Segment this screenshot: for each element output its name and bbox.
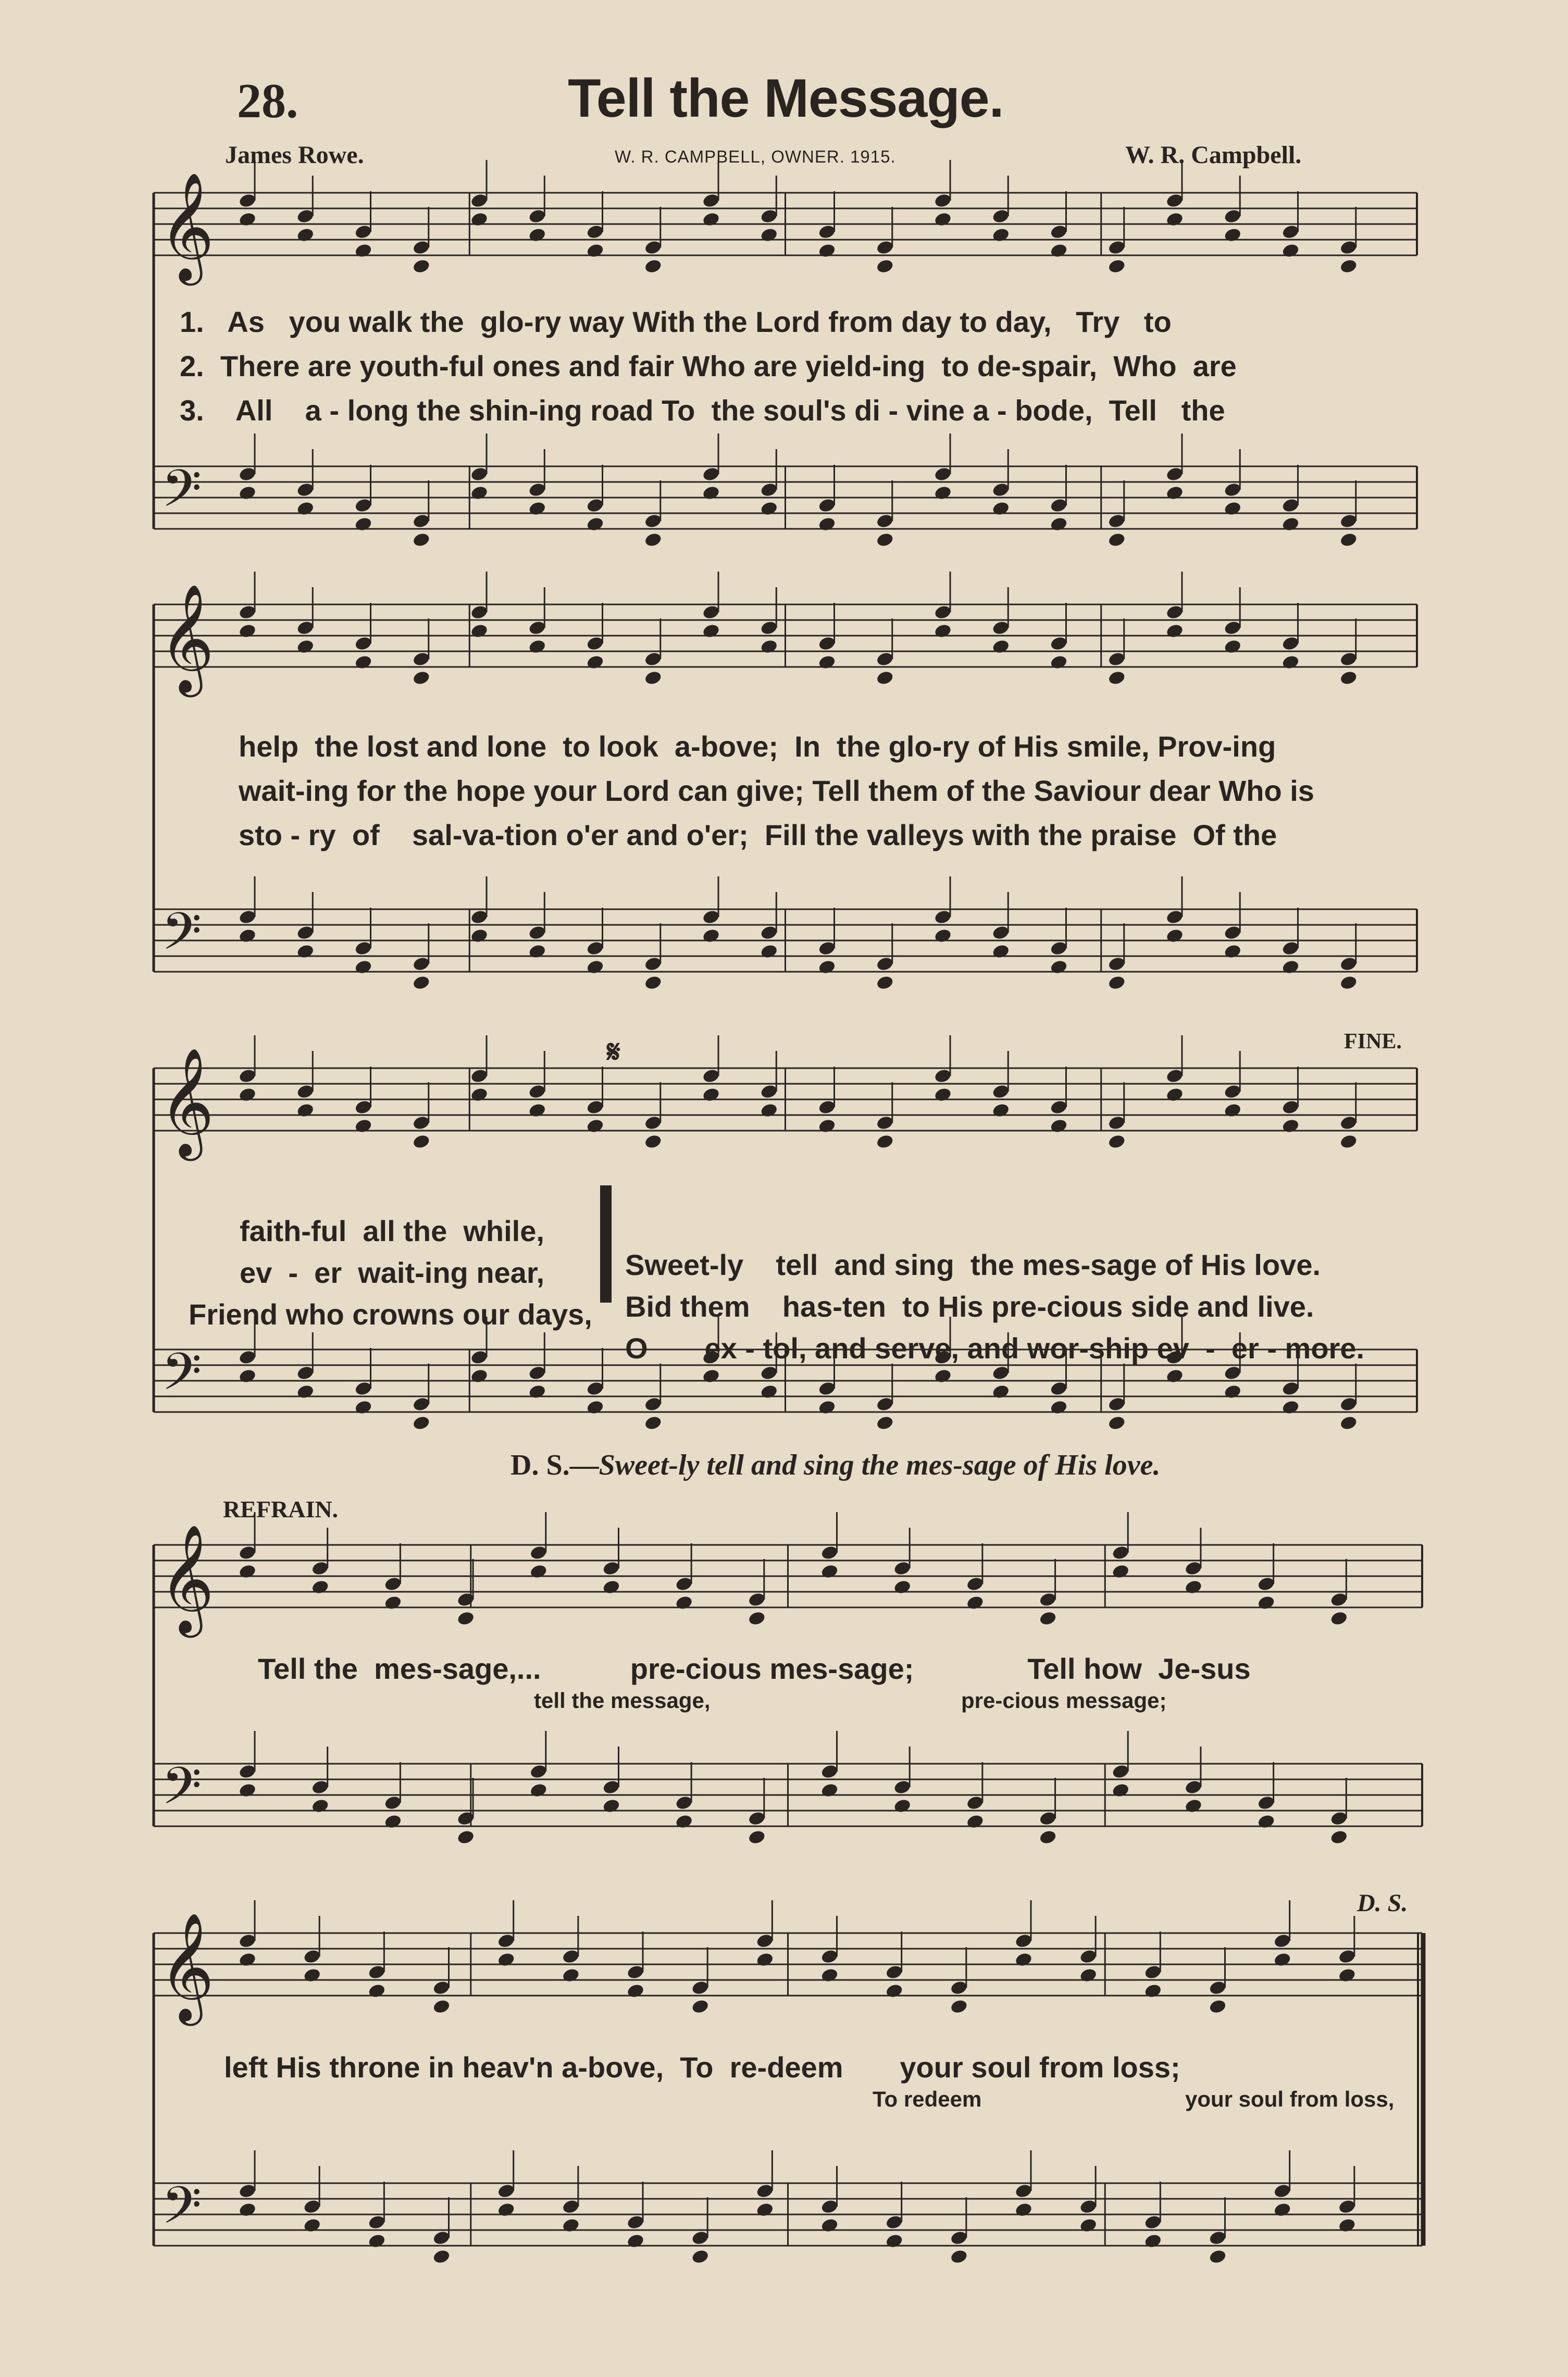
treble-5-note [1079, 1967, 1098, 1984]
treble-5-note [1209, 1999, 1227, 2015]
treble-2-note [876, 670, 894, 686]
bass-2-note [412, 975, 431, 991]
treble-4-note [1184, 1579, 1203, 1595]
ds-mark: D. S. [1357, 1889, 1408, 1917]
treble-4-note [456, 1611, 475, 1627]
bass-1-note [354, 516, 373, 533]
treble-1-note [991, 227, 1010, 243]
treble-3-note [702, 1087, 720, 1103]
treble-3-note [354, 1118, 373, 1134]
treble-1-note [818, 243, 837, 259]
treble-2-note [238, 623, 257, 639]
treble-2-note [702, 623, 720, 639]
treble-4-note [529, 1564, 548, 1580]
bass-5-note [1079, 2218, 1098, 2234]
bass-1-note [586, 516, 605, 533]
bass-5-note [626, 2233, 645, 2249]
treble-5-note [820, 1967, 839, 1984]
treble-5-note [562, 1967, 580, 1984]
bass-2-note [1165, 928, 1184, 944]
bass-5-note [432, 2249, 451, 2265]
hymn-number: 28. [237, 74, 298, 128]
treble-3-note [586, 1118, 605, 1134]
treble-clef-icon: 𝄞 [159, 1524, 215, 1633]
bass-2-note [586, 959, 605, 975]
treble-4-note [238, 1564, 257, 1580]
bass-4-note [1329, 1829, 1348, 1846]
bass-5-note [755, 2202, 774, 2218]
bass-2-note [818, 959, 837, 975]
treble-3-note [1165, 1087, 1184, 1103]
bass-5-note [367, 2233, 386, 2249]
bass-4-note [238, 1782, 257, 1799]
lyricist-credit: James Rowe. [225, 141, 364, 169]
system3-verse3: Friend who crowns our days, O ex - tol, and serve, and wor-ship ev - er - more. [189, 1298, 1365, 1365]
bass-4-note [820, 1782, 839, 1799]
treble-3-note [644, 1134, 663, 1150]
treble-5-note [1143, 1983, 1162, 1999]
bass-1-note [702, 485, 720, 501]
bass-1-note [1107, 532, 1126, 548]
treble-3-note [412, 1134, 431, 1150]
refrain-echo3: To redeem [873, 2087, 982, 2111]
treble-5-note [691, 1999, 710, 2015]
bass-5-note [497, 2202, 516, 2218]
treble-4-note [1329, 1611, 1348, 1627]
bass-5-note [885, 2233, 904, 2249]
bass-1-note [412, 532, 431, 548]
bass-4-note [529, 1782, 548, 1799]
bass-5-note [1014, 2202, 1033, 2218]
treble-3-note [470, 1087, 489, 1103]
treble-2-note [1107, 670, 1126, 686]
bass-3-note [354, 1400, 373, 1416]
treble-5-note [950, 1999, 968, 2015]
bass-4-note [1111, 1782, 1130, 1799]
treble-1-note [1107, 258, 1126, 275]
treble-2-note [760, 639, 778, 655]
treble-1-note [1050, 243, 1068, 259]
treble-1-note [876, 258, 894, 275]
bass-clef-icon: 𝄢 [161, 459, 202, 531]
treble-1-note [1165, 212, 1184, 228]
refrain-echo4: your soul from loss, [1185, 2087, 1395, 2111]
bass-1-note [818, 516, 837, 533]
bass-1-note [876, 532, 894, 548]
treble-2-note [1165, 623, 1184, 639]
treble-2-note [991, 639, 1010, 655]
treble-4-note [820, 1564, 839, 1580]
treble-3-note [296, 1103, 315, 1119]
bass-clef-icon: 𝄢 [161, 1342, 202, 1415]
refrain-label: REFRAIN. [223, 1496, 339, 1522]
treble-1-note [586, 243, 605, 259]
treble-4-note [675, 1595, 693, 1611]
ds-lyric-line: D. S.—Sweet-ly tell and sing the mes-sage of His love. [511, 1449, 1161, 1481]
bass-2-note [1281, 959, 1300, 975]
treble-5-note [497, 1952, 516, 1968]
treble-2-note [1339, 670, 1358, 686]
bass-2-note [991, 944, 1010, 960]
treble-4-note [1257, 1595, 1276, 1611]
treble-4-note [602, 1579, 621, 1595]
treble-3-note [1050, 1118, 1068, 1134]
fine-marking: FINE. [1344, 1030, 1402, 1054]
treble-1-note [470, 212, 489, 228]
bass-4-note [966, 1814, 985, 1830]
bass-4-note [748, 1829, 766, 1846]
treble-2-note [644, 670, 663, 686]
treble-5-note [432, 1999, 451, 2015]
treble-3-note [876, 1134, 894, 1150]
bass-3-note [1339, 1415, 1358, 1431]
bass-3-note [412, 1415, 431, 1431]
treble-5-note [1273, 1952, 1292, 1968]
treble-1-note [412, 258, 431, 275]
bass-4-note [384, 1814, 403, 1830]
system3-verse2: ev - er wait-ing near, Bid them has-ten to His pre-cious side and live. [240, 1256, 1314, 1323]
refrain-echo2: pre-cious message; [961, 1688, 1167, 1713]
bass-1-note [1165, 485, 1184, 501]
bass-1-note [1339, 532, 1358, 548]
treble-1-note [644, 258, 663, 275]
bass-1-note [528, 501, 546, 517]
bass-5-note [820, 2218, 839, 2234]
bass-5-note [1209, 2249, 1227, 2265]
bass-2-note [934, 928, 952, 944]
bass-2-note [644, 975, 663, 991]
treble-3-note [760, 1103, 778, 1119]
bass-5-note [1338, 2218, 1357, 2234]
bass-1-note [1050, 516, 1068, 533]
treble-1-note [760, 227, 778, 243]
bass-4-note [1257, 1814, 1276, 1830]
bass-2-note [528, 944, 546, 960]
bass-2-note [1107, 975, 1126, 991]
treble-2-note [470, 623, 489, 639]
treble-2-note [354, 654, 373, 671]
treble-3-note [1223, 1103, 1242, 1119]
bass-clef-icon: 𝄢 [161, 902, 202, 974]
bass-3-note [586, 1400, 605, 1416]
system3-verse1: faith-ful all the while, Sweet-ly tell and sing the mes-sage of His love. [240, 1215, 1321, 1281]
bass-5-note [950, 2249, 968, 2265]
treble-5-note [303, 1967, 321, 1984]
bass-1-note [644, 532, 663, 548]
bass-2-note [1339, 975, 1358, 991]
treble-1-note [528, 227, 546, 243]
treble-1-note [1281, 243, 1300, 259]
bass-4-note [456, 1829, 475, 1846]
treble-4-note [1111, 1564, 1130, 1580]
bass-2-note [1050, 959, 1068, 975]
bass-5-note [691, 2249, 710, 2265]
treble-5-note [1338, 1967, 1357, 1984]
treble-1-note [934, 212, 952, 228]
bass-4-note [1039, 1829, 1057, 1846]
segno-sign: 𝄋 [607, 1035, 620, 1069]
bass-4-note [311, 1798, 330, 1814]
treble-2-note [1050, 654, 1068, 671]
bass-4-note [602, 1798, 621, 1814]
bass-3-note [1281, 1400, 1300, 1416]
treble-4-note [748, 1611, 766, 1627]
treble-3-note [991, 1103, 1010, 1119]
treble-4-note [1039, 1611, 1057, 1627]
bass-clef-icon: 𝄢 [161, 1756, 202, 1829]
bass-1-note [238, 485, 257, 501]
bass-5-note [303, 2218, 321, 2234]
copyright-notice: W. R. CAMPBELL, OWNER. 1915. [615, 147, 896, 166]
treble-5-note [626, 1983, 645, 1999]
bass-3-note [644, 1415, 663, 1431]
bass-5-note [562, 2218, 580, 2234]
treble-3-note [1107, 1134, 1126, 1150]
treble-5-note [367, 1983, 386, 1999]
bass-2-note [470, 928, 489, 944]
bass-3-note [818, 1400, 837, 1416]
treble-1-note [238, 212, 257, 228]
treble-4-note [893, 1579, 912, 1595]
treble-3-note [238, 1087, 257, 1103]
treble-2-note [586, 654, 605, 671]
bass-3-note [1050, 1400, 1068, 1416]
treble-5-note [1014, 1952, 1033, 1968]
bass-2-note [760, 944, 778, 960]
bass-clef-icon: 𝄢 [161, 2176, 202, 2248]
bass-1-note [296, 501, 315, 517]
treble-clef-icon: 𝄞 [159, 172, 215, 281]
treble-1-note [1223, 227, 1242, 243]
bass-3-note [876, 1415, 894, 1431]
bass-2-note [238, 928, 257, 944]
bass-5-note [238, 2202, 257, 2218]
treble-2-note [934, 623, 952, 639]
bass-2-note [354, 959, 373, 975]
treble-3-note [934, 1087, 952, 1103]
bass-4-note [1184, 1798, 1203, 1814]
treble-4-note [311, 1579, 330, 1595]
treble-clef-icon: 𝄞 [159, 584, 215, 692]
treble-2-note [412, 670, 431, 686]
treble-5-note [885, 1983, 904, 1999]
bass-1-note [1223, 501, 1242, 517]
verse-bracket [600, 1185, 612, 1303]
bass-1-note [470, 485, 489, 501]
hymn-page: 28. Tell the Message. James Rowe. W. R. CAMPBELL, OWNER. 1915. W. R. Campbell. 𝄞 𝄢 𝄞 𝄢 𝄞 𝄢 𝄞 𝄢 𝄞 𝄢 1. As you walk the glo-ry way With the Lord from day to day, Try to 2. There are youth-ful ones and fair Who are yield-ing to de-spair, Who are 3. All a - long the shin-ing road To the soul's di - vine a - bode, Tell the help the lost and lone to look a-bove; In the glo-ry of His smile, Prov-ing wait-ing for the hope your Lord can give; Tell them of the Saviour dear Who is sto - ry of sal-va-tion o'er and o'er; Fill the valleys with the praise Of the 𝄋 FINE. faith-ful all the while, Sweet-ly tell and sing the mes-sage of His love. ev - er wait-ing near, Bid them has-ten to His pre-cious side and live. Friend who crowns our days, O ex - tol, and serve, and wor-ship ev - er - more. D. S.—Sweet-ly tell and sing the mes-sage of His love. REFRAIN. Tell the mes-sage,... pre-cious mes-sage; Tell how Je-sus tell the message, pre-cious message; D. S. left His throne in heav'n a-bove, To re-deem your soul from loss; To redeem your soul from loss, [0, 0, 1568, 2377]
treble-2-note [1223, 639, 1242, 655]
treble-3-note [818, 1118, 837, 1134]
treble-clef-icon: 𝄞 [159, 1047, 215, 1156]
treble-2-note [528, 639, 546, 655]
treble-2-note [296, 639, 315, 655]
bass-2-note [876, 975, 894, 991]
treble-clef-icon: 𝄞 [159, 1912, 215, 2021]
bass-5-note [1273, 2202, 1292, 2218]
treble-1-note [1339, 258, 1358, 275]
bass-2-note [1223, 944, 1242, 960]
bass-1-note [934, 485, 952, 501]
bass-1-note [991, 501, 1010, 517]
treble-5-note [755, 1952, 774, 1968]
treble-1-note [296, 227, 315, 243]
treble-5-note [238, 1952, 257, 1968]
bass-2-note [702, 928, 720, 944]
refrain-echo1: tell the message, [534, 1688, 711, 1713]
treble-2-note [1281, 654, 1300, 671]
treble-2-note [818, 654, 837, 671]
treble-4-note [966, 1595, 985, 1611]
treble-3-note [528, 1103, 546, 1119]
bass-4-note [893, 1798, 912, 1814]
bass-2-note [296, 944, 315, 960]
treble-3-note [1281, 1118, 1300, 1134]
bass-1-note [1281, 516, 1300, 533]
bass-3-note [1107, 1415, 1126, 1431]
treble-1-note [354, 243, 373, 259]
bass-4-note [675, 1814, 693, 1830]
hymn-title: Tell the Message. [568, 68, 1004, 129]
treble-4-note [384, 1595, 403, 1611]
bass-5-note [1143, 2233, 1162, 2249]
bass-1-note [760, 501, 778, 517]
treble-1-note [702, 212, 720, 228]
composer-credit: W. R. Campbell. [1125, 141, 1302, 169]
treble-3-note [1339, 1134, 1358, 1150]
